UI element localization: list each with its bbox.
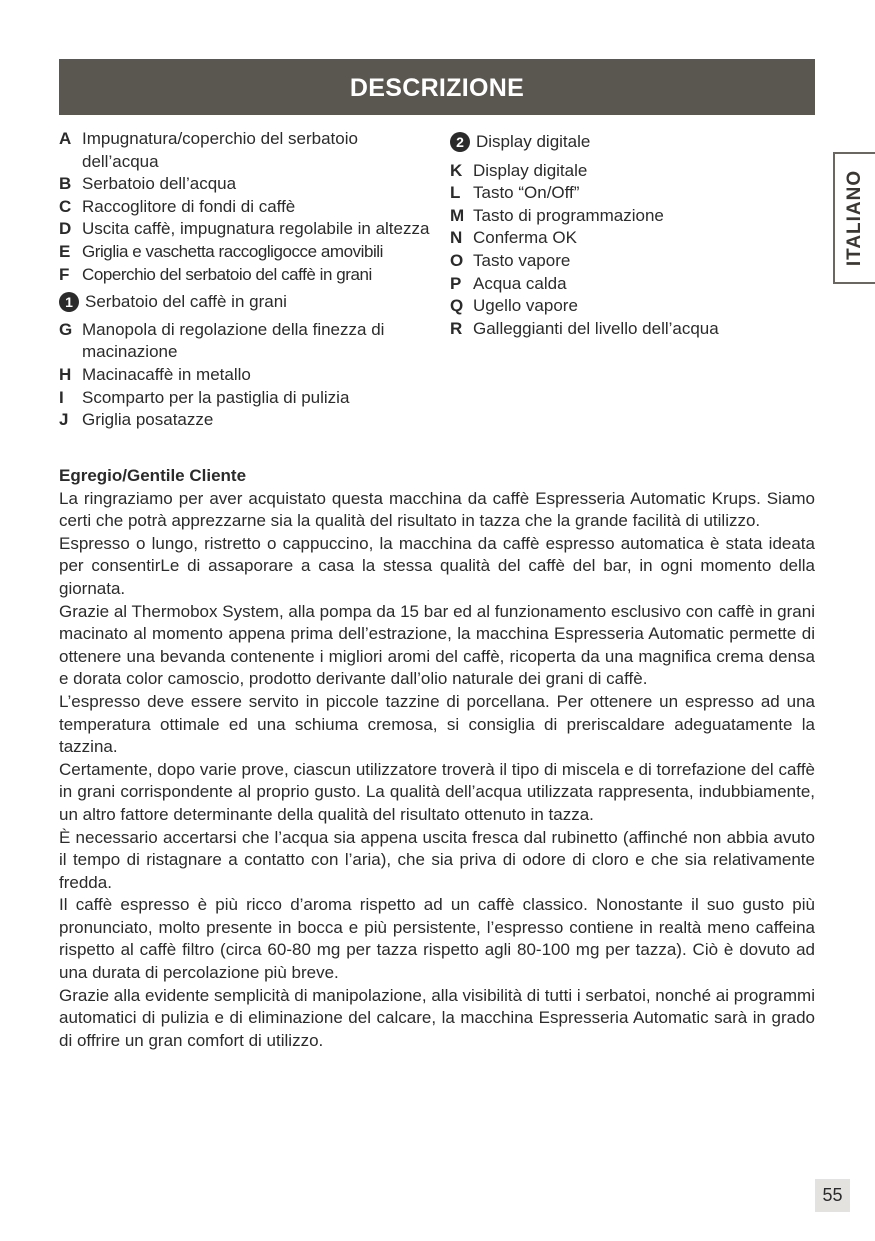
group-heading-2: [450, 131, 820, 154]
part-letter: A: [59, 129, 72, 148]
part-item: [450, 250, 820, 273]
group-heading-1: [59, 291, 434, 314]
language-tab-label: ITALIANO: [844, 169, 865, 267]
part-text: Manopola di regolazione della finezza di macinazione: [82, 319, 385, 362]
paragraph: Grazie alla evidente semplicità di manipolazione, alla visibilità di tutti i serbatoi, nonché ai programmi automatici di pulizia e di eliminazione del calcare, la macchina Espresseria Automatic sarà in grado di offrire un gran comfort di utilizzo.: [59, 985, 815, 1050]
part-text: Galleggianti del livello dell’acqua: [473, 318, 719, 338]
part-text: Uscita caffè, impugnatura regolabile in altezza: [82, 219, 430, 239]
paragraph: Grazie al Thermobox System, alla pompa da 15 bar ed al funzionamento esclusivo con caffè in grani macinato al momento appena prima dell’estrazione, la macchina Espresseria Automatic permette di ottenere una bevanda contenente i migliori aromi del caffè, ricoperta da una magnifica crema densa e dorata color camoscio, prodotto derivante dall’olio naturale dei grani di caffè.: [59, 601, 815, 689]
part-letter: K: [450, 160, 463, 180]
paragraph: Espresso o lungo, ristretto o cappuccino, la macchina da caffè espresso automatica è stata ideata per consentirLe di assaporare a casa la stessa qualità del caffè del bar, in ogni momento della giornata.: [59, 533, 815, 598]
intro-text: [59, 465, 815, 1052]
page-number: 55: [815, 1179, 850, 1212]
part-text: Acqua calda: [473, 273, 567, 293]
group-heading-label: Display digitale: [476, 132, 591, 151]
part-item: [59, 196, 434, 219]
part-item: [450, 182, 820, 205]
number-1-badge-icon: 1: [59, 292, 79, 312]
part-item: [450, 273, 820, 296]
paragraph: L’espresso deve essere servito in piccole tazzine di porcellana. Per ottenere un espresso ad una temperatura ottimale ed una schiuma cremosa, si consiglia di preriscaldare adeguatamente la tazzina.: [59, 691, 815, 757]
part-letter: N: [450, 228, 463, 248]
part-item: [59, 128, 434, 173]
part-item: [450, 160, 820, 183]
part-text: Tasto di programmazione: [473, 205, 664, 225]
part-letter: E: [59, 241, 71, 261]
parts-list-right: [450, 131, 820, 340]
part-text: Raccoglitore di fondi di caffè: [82, 196, 296, 216]
part-letter: F: [59, 264, 70, 284]
part-item: [59, 319, 434, 364]
paragraph: Il caffè espresso è più ricco d’aroma rispetto ad un caffè classico. Nonostante il suo gusto più pronunciato, molto presente in bocca e più persistente, l’espresso contiene in realtà meno caffeina rispetto al caffè filtro (circa 60-80 mg per tazza rispetto agli 80-100 mg per tazza). Ciò è dovuto ad una durata di percolazione più breve.: [59, 895, 815, 983]
part-item: [59, 364, 434, 387]
parts-list-left: [59, 128, 434, 432]
part-item: [59, 218, 434, 241]
part-letter: Q: [450, 296, 464, 316]
part-letter: P: [450, 273, 462, 293]
part-letter: B: [59, 174, 72, 194]
paragraph: È necessario accertarsi che l’acqua sia appena uscita fresca dal rubinetto (affinché non abbia avuto il tempo di ristagnare a contatto con l’aria), che sia priva di odore di cloro e che sia relativamente fredda.: [59, 827, 815, 892]
greeting: Egregio/Gentile Cliente: [59, 466, 247, 485]
paragraph: La ringraziamo per aver acquistato questa macchina da caffè Espresseria Automatic Krups. Siamo certi che potrà apprezzarne sia la qualità del risultato in tazza che la grande facilità di utilizzo.: [59, 488, 815, 531]
paragraph: Certamente, dopo varie prove, ciascun utilizzatore troverà il tipo di miscela e di torrefazione del caffè in grani corrispondente al proprio gusto. La qualità dell’acqua utilizzata rappresenta, indubbiamente, un altro fattore determinante della qualità del risultato ottenuto in tazza.: [59, 759, 815, 824]
part-letter: H: [59, 364, 72, 384]
part-text: Griglia posatazze: [82, 410, 214, 430]
section-header: [59, 59, 815, 115]
part-text: Ugello vapore: [473, 296, 578, 316]
part-text: Tasto “On/Off”: [473, 183, 580, 203]
part-letter: J: [59, 410, 69, 430]
part-item: [450, 318, 820, 341]
part-text: Display digitale: [473, 160, 588, 180]
group-heading-label: Serbatoio del caffè in grani: [85, 292, 287, 312]
part-item: [59, 173, 434, 196]
part-item: [450, 295, 820, 318]
part-text: Coperchio del serbatoio del caffè in grani: [82, 264, 372, 284]
part-item: [59, 387, 434, 410]
part-text: Macinacaffè in metallo: [82, 364, 251, 384]
part-text: Serbatoio dell’acqua: [82, 174, 237, 194]
part-text: Griglia e vaschetta raccogligocce amovibili: [82, 241, 383, 261]
part-letter: M: [450, 205, 465, 225]
language-tab: [833, 152, 875, 284]
part-letter: G: [59, 319, 73, 339]
part-text: Tasto vapore: [473, 250, 571, 270]
part-letter: O: [450, 250, 464, 270]
part-letter: R: [450, 318, 463, 338]
part-letter: L: [450, 183, 461, 203]
part-text: Impugnatura/coperchio del serbatoio dell’acqua: [82, 129, 358, 171]
part-item: [59, 409, 434, 432]
part-text: Scomparto per la pastiglia di pulizia: [82, 387, 350, 407]
section-title: DESCRIZIONE: [349, 73, 525, 102]
part-item: [59, 264, 434, 287]
part-item: [59, 241, 434, 264]
part-letter: I: [59, 387, 64, 407]
part-text: Conferma OK: [473, 228, 577, 248]
part-letter: C: [59, 196, 72, 216]
part-letter: D: [59, 219, 72, 239]
number-2-badge-icon: 2: [450, 132, 470, 152]
part-item: [450, 227, 820, 250]
part-item: [450, 205, 820, 228]
